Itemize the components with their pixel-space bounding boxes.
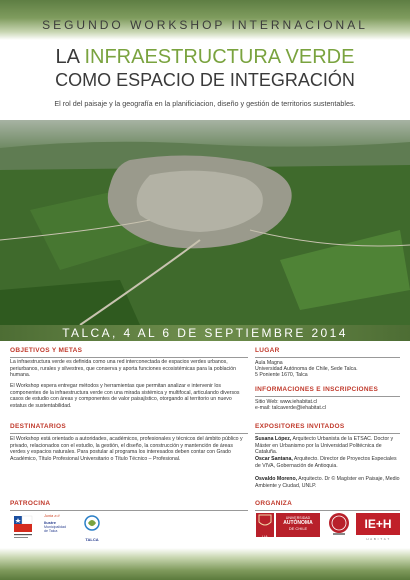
info-rule — [255, 396, 400, 397]
logo2-municipalidad: Municipalidad — [44, 525, 66, 529]
lugar-heading: LUGAR — [255, 347, 280, 354]
lugar-rule — [255, 357, 400, 358]
objetivos-rule — [10, 357, 248, 358]
ua-logo — [256, 513, 274, 537]
objetivos-p2: El Workshop espera entregar métodos y herramientas que permitan analizar e intervenir los componentes de la infraestructura verde con una mirada sistémica y multifocal, articulando diversos casos de estudio con áreas y componentes de valor paisajístico, otorgando al territorio un nuevo estatus de sustentabilidad. — [10, 383, 240, 409]
gobierno-chile-logo — [10, 514, 36, 542]
ua-shield-icon — [256, 513, 274, 529]
subtitle: El rol del paisaje y la geografía en la planificiacion, diseño y gestión de territorios sustentables. — [54, 99, 356, 108]
seal-logo — [327, 511, 351, 537]
aerial-city-photo — [0, 120, 410, 325]
expositor-1-bio: Arquitecto Urbanista de la ETSAC. Doctor y Máster en Urbanismo por la Universidad Politécnica de Cataluña. — [255, 436, 394, 455]
ieh-logo: IE+H — [356, 513, 400, 535]
patrocina-heading: PATROCINA — [10, 500, 51, 507]
bottom-green-band — [0, 548, 410, 580]
destinatarios-rule — [10, 433, 248, 434]
uac-line1: UNIVERSIDAD — [285, 516, 311, 520]
talca-logo-text: TALCA — [85, 537, 99, 542]
expositor-3-name: Osvaldo Moreno, — [255, 476, 298, 482]
universidad-autonoma-logo — [276, 513, 320, 537]
lugar-line2: Universidad Autónoma de Chile, Sede Talca. — [255, 366, 358, 372]
logo2-tagline: Junta a ti — [44, 514, 60, 518]
event-kicker: SEGUNDO WORKSHOP INTERNACIONAL — [42, 18, 368, 32]
talca-logo — [82, 514, 102, 542]
objetivos-p1: La infraestructura verde es definida como una red interconectada de espacios verdes urbanos, periurbanos, rurales y silvestres, que conserva y aporta funciones ecosistémicas para la población humana. — [10, 359, 237, 378]
destinatarios-p1: El Workshop está orientado a autoridades, académicos, profesionales y técnicos del ámbito público y privado, relacionados con el estudio, la gestión, el diseño, la construcción y mantención de áreas verdes y espacios naturales. Para postular al programa los interesados deben contar con Grado Académico, Título Profesional Universitario o Título Técnico – Profesional. — [10, 436, 243, 462]
talca-emblem-icon — [82, 514, 102, 532]
chile-flag-icon — [10, 514, 36, 542]
ieh-habitat-text: H A B I T A T — [366, 537, 390, 541]
organiza-heading: ORGANIZA — [255, 500, 293, 507]
expositores-rule — [255, 433, 400, 434]
uac-line2: AUTÓNOMA — [283, 520, 313, 526]
expositor-1 — [255, 436, 400, 456]
red-seal-icon — [327, 511, 351, 537]
title-accent: INFRAESTRUCTURA VERDE — [84, 46, 355, 68]
expositor-3 — [255, 476, 400, 489]
destinatarios-heading: DESTINATARIOS — [10, 423, 67, 430]
lugar-line1: Aula Magna — [255, 360, 283, 366]
ua-logo-text: UA — [262, 534, 268, 539]
patrocina-rule — [10, 510, 248, 511]
municipalidad-talca-logo — [44, 514, 80, 542]
logo2-detalca: de Talca — [44, 529, 58, 533]
uac-line3: DE CHILE — [288, 526, 308, 531]
expositor-2-name: Oscar Santana, — [255, 456, 293, 462]
title-line2: COMO ESPACIO DE INTEGRACIÓN — [55, 70, 355, 90]
info-email[interactable]: e-mail: talcaverde@iehabitat.cl — [255, 405, 327, 411]
logo2-ilustre: Ilustre — [44, 520, 57, 525]
expositor-3-bio: Arquitecto. Dr © Magíster en Paisaje, Medio Ambiente y Ciudad, UNLP. — [255, 476, 400, 489]
expositor-2-bio: Arquitecto. Director de Proyectos Especiales de VIVA, Gobernación de Antioquia. — [255, 456, 397, 469]
date-band: TALCA, 4 AL 6 DE SEPTIEMBRE 2014 — [0, 325, 410, 341]
info-website[interactable]: Sitio Web: www.iehabitat.cl — [255, 399, 318, 405]
aerial-photo-illustration — [0, 120, 410, 325]
expositores-heading: EXPOSITORES INVITADOS — [255, 423, 345, 430]
title-prefix: LA — [55, 46, 85, 68]
info-heading: INFORMACIONES E INSCRIPCIONES — [255, 386, 379, 393]
main-title — [0, 46, 410, 69]
lugar-line3: 5 Poniente 1670, Talca — [255, 372, 308, 378]
expositor-1-name: Susana López, — [255, 436, 292, 442]
objetivos-heading: OBJETIVOS Y METAS — [10, 347, 83, 354]
expositor-2 — [255, 456, 400, 469]
